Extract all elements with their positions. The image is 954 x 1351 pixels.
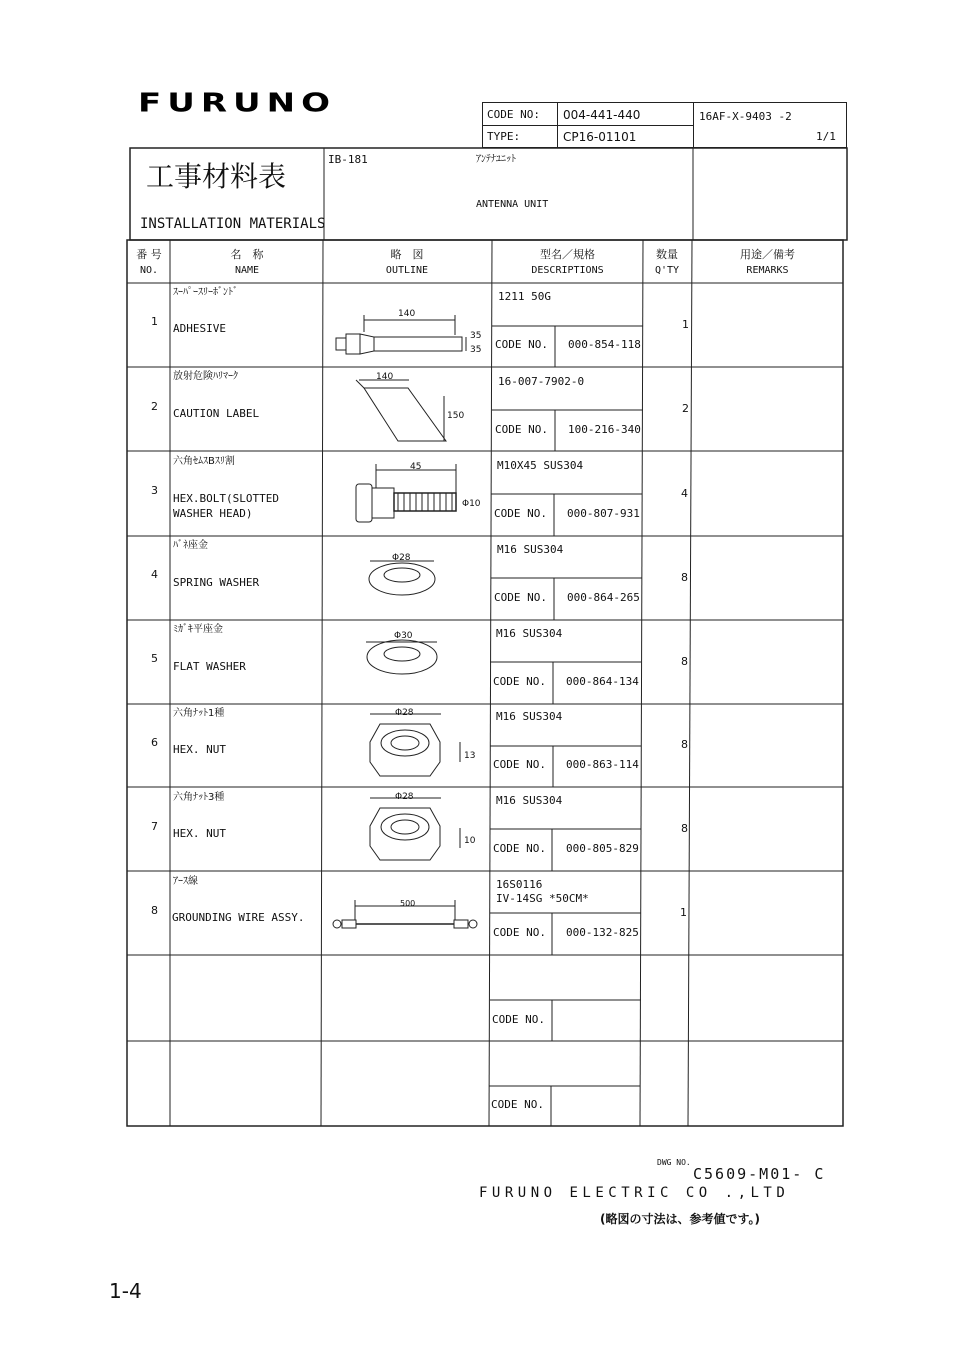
hex-nut-3-drawing	[370, 798, 460, 860]
row-4-dim-dia: Φ28	[392, 553, 411, 563]
row-3-name-en-2: WASHER HEAD)	[173, 507, 253, 520]
col-qty-jp: 数量	[656, 248, 678, 261]
unit-name-japanese: ｱﾝﾃﾅﾕﾆｯﾄ	[476, 154, 516, 165]
hex-nut-1-drawing	[370, 714, 460, 776]
row-1-name-jp: ｽｰﾊﾟｰｽﾘｰﾎﾞﾝﾄﾞ	[173, 287, 238, 298]
row-3-qty: 4	[681, 487, 688, 500]
row-8-desc-2: IV-14SG *50CM*	[496, 892, 589, 905]
row-3-code: 000-807-931	[567, 507, 640, 520]
row-7-code-label: CODE NO.	[493, 842, 546, 855]
row-3-dim-dia: Φ10	[462, 499, 481, 509]
row-8-name-en: GROUNDING WIRE ASSY.	[172, 911, 305, 924]
row-8-dim-length: 500	[400, 899, 416, 908]
row-7-qty: 8	[681, 822, 688, 835]
row-6-qty: 8	[681, 738, 688, 751]
col-no-en: NO.	[139, 265, 159, 276]
row-3-no: 3	[151, 484, 158, 497]
row-1-code-label: CODE NO.	[495, 338, 548, 351]
drawing-ref: 16AF-X-9403 -2	[699, 110, 792, 123]
row-5-no: 5	[151, 652, 158, 665]
row-1-code: 000-854-118	[568, 338, 641, 351]
row-6-name-en: HEX. NUT	[173, 743, 226, 756]
row-5-code: 000-864-134	[566, 675, 639, 688]
row-2-name-en: CAUTION LABEL	[173, 407, 260, 420]
flat-washer-drawing	[366, 640, 437, 674]
col-outline-jp: 略 図	[390, 248, 424, 261]
row-2-desc: 16-007-7902-0	[498, 375, 585, 388]
spring-washer-drawing	[369, 561, 435, 595]
row-7-dim-dia: Φ28	[395, 792, 414, 802]
type-value: CP16-01101	[563, 130, 637, 144]
row-9-code-label: CODE NO.	[492, 1013, 545, 1026]
row-2-code-label: CODE NO.	[495, 423, 548, 436]
row-8-desc: 16S0116	[496, 878, 543, 891]
row-2-code: 100-216-340	[568, 423, 641, 436]
row-6-name-jp: 六角ﾅｯﾄ1種	[173, 708, 225, 719]
row-5-name-en: FLAT WASHER	[173, 660, 246, 673]
row-8-code-label: CODE NO.	[493, 926, 546, 939]
col-desc-jp: 型名／規格	[540, 248, 595, 261]
row-1-name-en: ADHESIVE	[173, 322, 226, 335]
row-3-name-en: HEX.BOLT(SLOTTED	[173, 492, 279, 505]
row-8-name-jp: ｱｰｽ線	[173, 876, 198, 887]
row-7-no: 7	[151, 820, 158, 833]
title-japanese: 工事材料表	[146, 160, 287, 193]
row-6-no: 6	[151, 736, 158, 749]
col-outline-en: OUTLINE	[385, 265, 429, 276]
row-6-dim-dia: Φ28	[395, 708, 414, 718]
col-remarks-en: REMARKS	[746, 265, 789, 276]
row-3-desc: M10X45 SUS304	[497, 459, 584, 472]
page-indicator: 1/1	[816, 130, 836, 143]
row-7-name-jp: 六角ﾅｯﾄ3種	[173, 792, 225, 803]
row-1-desc: 1211 50G	[498, 290, 551, 303]
row-2-name-jp: 放射危険ﾊﾘﾏｰｸ	[173, 371, 238, 382]
row-2-qty: 2	[682, 402, 689, 415]
row-2-dim-width: 140	[376, 372, 394, 382]
row-1-qty: 1	[682, 318, 689, 331]
col-qty-en: Q'TY	[654, 265, 680, 276]
row-4-name-en: SPRING WASHER	[173, 576, 260, 589]
dwg-no-label: DWG NO.	[657, 1158, 691, 1167]
row-1-dim-a: 35	[470, 331, 482, 341]
code-no-value: 004-441-440	[563, 108, 641, 122]
row-7-dim-height: 10	[464, 836, 476, 846]
title-english: INSTALLATION MATERIALS	[140, 216, 326, 232]
col-name-en: NAME	[234, 265, 260, 276]
dwg-number: C5609-M01- C	[693, 1165, 826, 1183]
row-7-desc: M16 SUS304	[496, 794, 563, 807]
row-2-no: 2	[151, 400, 158, 413]
row-10-code-label: CODE NO.	[491, 1098, 544, 1111]
row-2-dim-height: 150	[447, 411, 465, 421]
row-4-code-label: CODE NO.	[494, 591, 547, 604]
row-5-code-label: CODE NO.	[493, 675, 546, 688]
furuno-logo: FURUNO	[138, 88, 336, 119]
row-4-name-jp: ﾊﾞﾈ座金	[173, 540, 208, 551]
company-name: FURUNO ELECTRIC CO .,LTD	[479, 1185, 790, 1201]
row-8-qty: 1	[680, 906, 687, 919]
col-remarks-jp: 用途／備考	[740, 248, 795, 261]
row-1-dim-b: 35	[470, 345, 482, 355]
row-4-desc: M16 SUS304	[497, 543, 564, 556]
ib-reference: IB-181	[328, 153, 368, 166]
row-4-qty: 8	[681, 571, 688, 584]
row-8-code: 000-132-825	[566, 926, 639, 939]
row-5-qty: 8	[681, 655, 688, 668]
row-5-dim-dia: Φ30	[394, 631, 413, 641]
row-3-dim-length: 45	[410, 462, 422, 472]
row-8-no: 8	[151, 904, 158, 917]
row-5-name-jp: ﾐｶﾞｷ平座金	[173, 624, 223, 635]
row-4-no: 4	[151, 568, 158, 581]
caution-label-drawing	[356, 380, 446, 441]
row-1-no: 1	[151, 315, 158, 328]
code-no-label: CODE NO:	[487, 108, 540, 121]
col-name-jp: 名 称	[230, 248, 264, 261]
row-3-code-label: CODE NO.	[494, 507, 547, 520]
row-5-desc: M16 SUS304	[496, 627, 563, 640]
col-no-jp: 番 号	[136, 248, 162, 261]
row-1-dim-length: 140	[398, 309, 416, 319]
hex-bolt-drawing	[356, 464, 456, 522]
row-3-name-jp: 六角ｾﾑｽBｽﾘ割	[173, 456, 235, 467]
row-7-code: 000-805-829	[566, 842, 639, 855]
dimensions-note: (略図の寸法は、参考値です。)	[600, 1212, 761, 1226]
row-7-name-en: HEX. NUT	[173, 827, 226, 840]
row-6-code: 000-863-114	[566, 758, 639, 771]
row-6-code-label: CODE NO.	[493, 758, 546, 771]
col-desc-en: DESCRIPTIONS	[531, 265, 604, 276]
row-6-desc: M16 SUS304	[496, 710, 563, 723]
page-number: 1-4	[109, 1279, 142, 1303]
type-label: TYPE:	[487, 130, 521, 143]
unit-name-english: ANTENNA UNIT	[476, 199, 549, 210]
row-6-dim-height: 13	[464, 751, 476, 761]
row-4-code: 000-864-265	[567, 591, 640, 604]
